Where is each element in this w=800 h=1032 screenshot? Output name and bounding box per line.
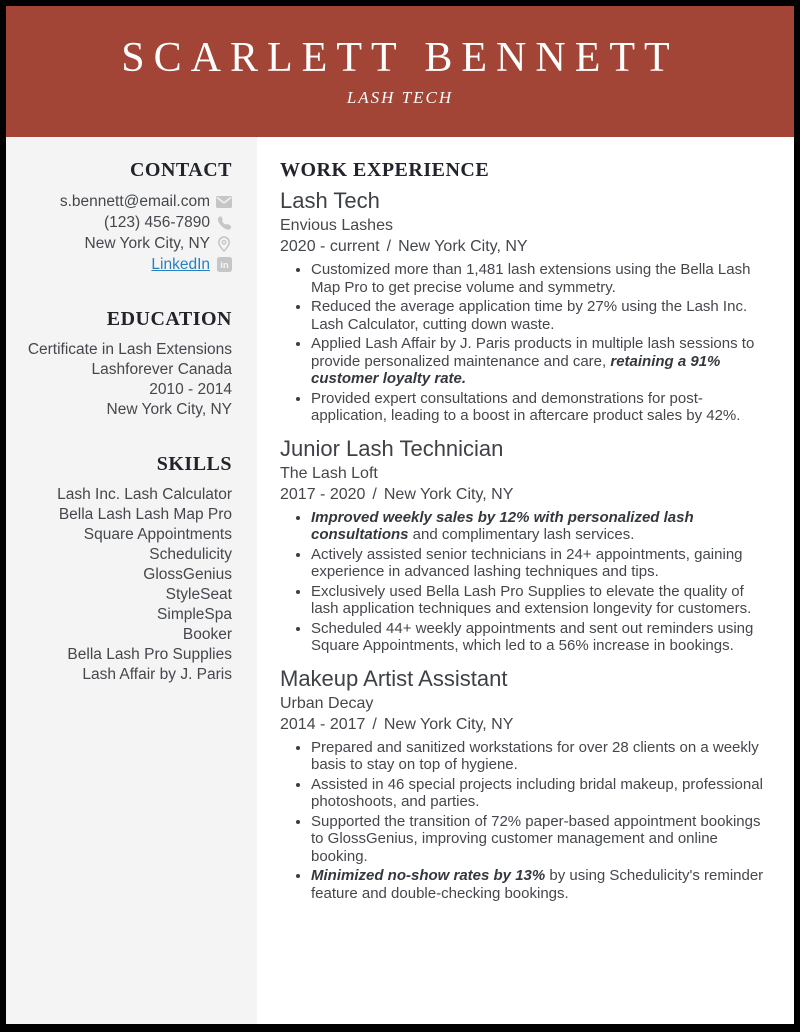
education-section [18,308,232,420]
skill-item: Square Appointments [83,526,232,543]
bullet-item [311,546,764,581]
sidebar [6,137,257,1024]
bullet-item [311,335,764,388]
skills-section [18,453,232,685]
job-meta [280,715,764,734]
skill-item: Lash Affair by J. Paris [82,666,232,683]
contact-location: New York City, NY [84,234,210,252]
person-name: SCARLETT BENNETT [121,34,679,81]
bullet-text: Reduced the average application time by 27% using the Lash Inc. Lash Calculator, cutting down waste. [311,298,748,333]
bullet-item [311,298,764,333]
bullet-text: Actively assisted senior technicians in 24+ appointments, gaining experience in advanced lashing techniques and tips. [311,545,743,580]
bullet-text: Scheduled 44+ weekly appointments and sent out reminders using Square Appointments, which led to a 56% increase in bookings. [311,619,754,654]
job-meta [280,485,764,504]
bullet-item [311,509,764,544]
location-pin-icon [216,236,232,252]
education-lines [18,340,232,420]
bullet-item [311,813,764,866]
education-line: Lashforever Canada [91,361,232,378]
bullet-text: Customized more than 1,481 lash extensions using the Bella Lash Map Pro to get precise volume and symmetry. [311,261,751,296]
bullet-text: Exclusively used Bella Lash Pro Supplies to elevate the quality of lash application techniques and extension longevity for customers. [311,582,752,617]
contact-email: s.bennett@email.com [59,192,210,210]
job-dates: 2017 - 2020 [280,485,366,503]
contact-linkedin-row [18,254,232,275]
job-location: New York City, NY [398,238,528,255]
job-entry-junior-lash-technician [280,437,764,655]
phone-icon [216,215,232,231]
job-entry-makeup-artist-assistant [280,667,764,903]
contact-location-row [18,233,232,254]
linkedin-link[interactable]: LinkedIn [151,255,210,273]
job-dates: 2014 - 2017 [280,715,366,733]
bullet-text: Supported the transition of 72% paper-based appointment bookings to GlossGenius, improving customer management and online booking. [311,812,761,865]
job-title: Makeup Artist Assistant [280,665,508,691]
person-title: LASH TECH [346,88,454,108]
contact-email-row [18,191,232,212]
content-columns [6,137,794,1024]
skills-heading: SKILLS [156,453,232,475]
work-experience-section [257,137,794,1024]
education-line: New York City, NY [106,401,232,418]
bullet-emphasis-text: retaining a 91% customer loyalty rate. [311,352,721,387]
skill-item: StyleSeat [165,586,232,603]
envelope-icon [216,194,232,210]
bullet-emphasis-text: Minimized no-show rates by 13% [311,867,546,884]
svg-text:in: in [219,260,229,272]
bullet-item [311,390,764,425]
skill-item: Bella Lash Lash Map Pro [58,506,232,523]
contact-phone-row [18,212,232,233]
job-location: New York City, NY [383,715,514,733]
job-company: Envious Lashes [280,217,393,234]
contact-section [18,159,232,275]
bullet-text: and complimentary lash services. [408,526,635,543]
bullet-text: Prepared and sanitized workstations for over 28 clients on a weekly basis to stay on top of hygiene. [311,738,759,773]
bullet-item [311,776,764,811]
education-line: Certificate in Lash Extensions [27,341,232,358]
bullet-text: Applied Lash Affair by J. Paris products in multiple lash sessions to provide personalized maintenance and care, [311,335,755,370]
bullet-item [311,620,764,655]
job-bullet-list [280,739,764,903]
meta-separator: / [372,715,377,733]
skill-item: GlossGenius [143,566,232,583]
header-band [6,6,794,137]
job-title: Junior Lash Technician [280,435,504,461]
job-location: New York City, NY [383,485,514,503]
bullet-item [311,583,764,618]
skill-item: Schedulicity [149,546,232,563]
job-title: Lash Tech [280,188,380,213]
education-heading: EDUCATION [106,308,232,330]
skills-list [18,485,232,685]
education-line: 2010 - 2014 [149,381,232,398]
skill-item: Booker [182,626,232,643]
job-dates: 2020 - current [280,238,380,255]
skill-item: Lash Inc. Lash Calculator [57,486,232,503]
job-meta [280,237,764,256]
bullet-emphasis-text: Improved weekly sales by 12% with personalized lash consultations [311,508,694,543]
job-company: The Lash Loft [280,464,378,482]
skill-item: Bella Lash Pro Supplies [67,646,232,663]
job-company: Urban Decay [280,694,374,712]
work-experience-heading: WORK EXPERIENCE [280,159,490,181]
bullet-item [311,261,764,296]
bullet-text: by using Schedulicity's reminder feature and double-checking bookings. [311,867,764,902]
linkedin-icon [216,257,232,273]
skill-item: SimpleSpa [157,606,232,623]
bullet-item [311,739,764,774]
bullet-text: Assisted in 46 special projects including bridal makeup, professional photoshoots, and parties. [311,775,763,810]
job-bullet-list [280,509,764,655]
bullet-item [311,867,764,902]
meta-separator: / [372,485,377,503]
job-bullet-list [280,261,764,425]
contact-phone: (123) 456-7890 [104,213,210,231]
job-entry-lash-tech [280,189,764,425]
meta-separator: / [386,238,392,255]
bullet-text: Provided expert consultations and demonstrations for post-application, leading to a boost in aftercare product sales by 42%. [311,389,741,424]
contact-heading: CONTACT [129,159,232,181]
